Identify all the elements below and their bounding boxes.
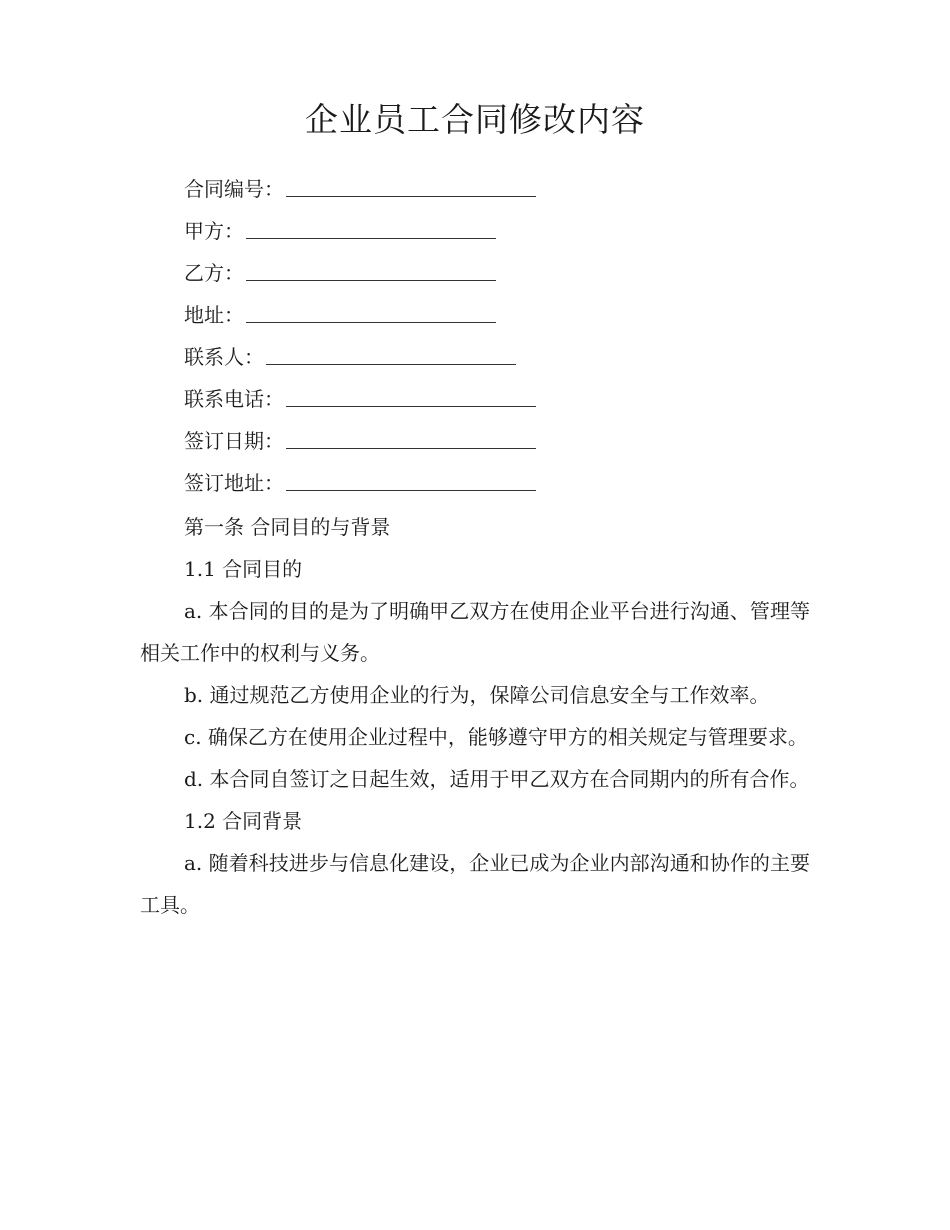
- section-heading: 1.2 合同背景: [184, 809, 303, 833]
- field-party-a: [184, 210, 784, 252]
- blank-line: [266, 336, 516, 365]
- field-label: 联系电话：: [184, 387, 284, 411]
- field-label: 联系人：: [184, 345, 264, 369]
- blank-line: [246, 294, 496, 323]
- blank-line: [246, 210, 496, 239]
- field-label: 签订日期：: [184, 429, 284, 453]
- article-heading: 第一条 合同目的与背景: [184, 515, 391, 539]
- clause-paragraph: b. 通过规范乙方使用企业的行为，保障公司信息安全与工作效率。: [184, 683, 770, 707]
- field-signing-date: [184, 420, 784, 462]
- field-contact-phone: [184, 378, 784, 420]
- blank-line: [246, 252, 496, 281]
- blank-line: [286, 420, 536, 449]
- field-label: 甲方：: [184, 219, 244, 243]
- field-party-b: [184, 252, 784, 294]
- document-title: 企业员工合同修改内容: [305, 100, 645, 139]
- field-label: 签订地址：: [184, 471, 284, 495]
- field-label: 地址：: [184, 303, 244, 327]
- field-signing-address: [184, 462, 784, 504]
- field-address: [184, 294, 784, 336]
- clause-paragraph: a. 本合同的目的是为了明确甲乙双方在使用企业平台进行沟通、管理等相关工作中的权利与义务。: [140, 599, 810, 665]
- blank-line: [286, 462, 536, 491]
- field-contract-number: [184, 168, 784, 210]
- blank-line: [286, 378, 536, 407]
- clause-paragraph: c. 确保乙方在使用企业过程中，能够遵守甲方的相关规定与管理要求。: [184, 725, 808, 749]
- field-label: 乙方：: [184, 261, 244, 285]
- field-label: 合同编号：: [184, 177, 284, 201]
- contract-info-fields: [184, 168, 784, 504]
- contract-body: [140, 506, 810, 926]
- clause-paragraph: a. 随着科技进步与信息化建设，企业已成为企业内部沟通和协作的主要工具。: [140, 851, 810, 917]
- blank-line: [286, 168, 536, 197]
- section-heading: 1.1 合同目的: [184, 557, 303, 581]
- field-contact-person: [184, 336, 784, 378]
- clause-paragraph: d. 本合同自签订之日起生效，适用于甲乙双方在合同期内的所有合作。: [184, 767, 810, 791]
